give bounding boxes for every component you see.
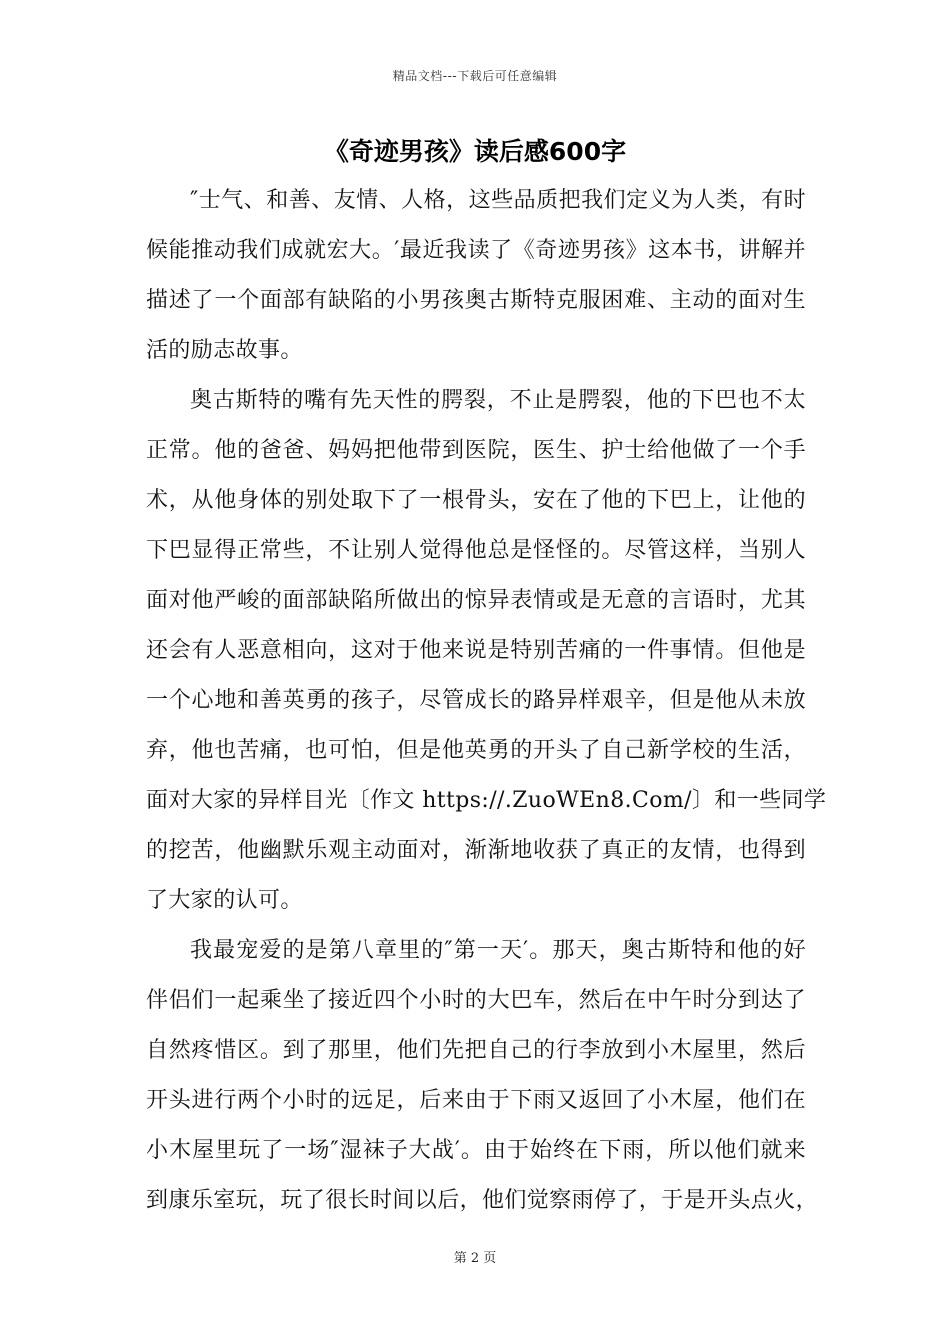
document-title: 《奇迹男孩》读后感600字 bbox=[323, 137, 627, 166]
text-line: 自然疼惜区。到了那里，他们先把自己的行李放到小木屋里，然后 bbox=[146, 1038, 806, 1063]
text-line: 了大家的认可。 bbox=[146, 888, 303, 913]
text-line: 还会有人恶意相向，这对于他来说是特别苦痛的一件事情。但他是 bbox=[146, 638, 806, 663]
text-line: 下巴显得正常些，不让别人觉得他总是怪怪的。尽管这样，当别人 bbox=[146, 538, 806, 563]
text-line: 候能推动我们成就宏大。′最近我读了《奇迹男孩》这本书，讲解并 bbox=[146, 238, 806, 263]
page-header: 精品文档---下载后可任意编辑 bbox=[392, 69, 558, 83]
page-number: 2 bbox=[470, 1251, 480, 1266]
document-body bbox=[146, 176, 827, 1226]
text-line: 弃，他也苦痛，也可怕，但是他英勇的开头了自己新学校的生活， bbox=[146, 738, 806, 763]
page-footer bbox=[0, 1247, 950, 1266]
text-line: 的挖苦，他幽默乐观主动面对，渐渐地收获了真正的友情，也得到 bbox=[146, 838, 806, 863]
text-line: 术，从他身体的别处取下了一根骨头，安在了他的下巴上，让他的 bbox=[146, 488, 806, 513]
text-line: 到康乐室玩，玩了很长时间以后，他们觉察雨停了，于是开头点火， bbox=[146, 1188, 819, 1213]
text-line: 小木屋里玩了一场″湿袜子大战′。由于始终在下雨，所以他们就来 bbox=[146, 1138, 806, 1163]
text-line: 描述了一个面部有缺陷的小男孩奥古斯特克服困难、主动的面对生 bbox=[146, 288, 806, 313]
page-label-prefix: 第 bbox=[453, 1251, 467, 1266]
text-line: 我最宠爱的是第八章里的″第一天′。那天，奥古斯特和他的好 bbox=[190, 938, 806, 963]
page-label-suffix: 页 bbox=[483, 1251, 497, 1266]
text-line: 伴侣们一起乘坐了接近四个小时的大巴车，然后在中午时分到达了 bbox=[146, 988, 806, 1013]
text-line: 一个心地和善英勇的孩子，尽管成长的路异样艰辛，但是他从未放 bbox=[146, 688, 806, 713]
text-line: 奥古斯特的嘴有先天性的腭裂，不止是腭裂，他的下巴也不太 bbox=[190, 388, 806, 413]
text-line: ″士气、和善、友情、人格，这些品质把我们定义为人类，有时 bbox=[190, 188, 806, 213]
text-line: 正常。他的爸爸、妈妈把他带到医院，医生、护士给他做了一个手 bbox=[146, 438, 806, 463]
text-line: 活的励志故事。 bbox=[146, 338, 303, 363]
text-line: 面对他严峻的面部缺陷所做出的惊异表情或是无意的言语时，尤其 bbox=[146, 588, 806, 613]
text-line: 开头进行两个小时的远足，后来由于下雨又返回了小木屋，他们在 bbox=[146, 1088, 806, 1113]
text-line: 面对大家的异样目光〔作文 https://.ZuoWEn8.Com/〕和一些同学 bbox=[146, 788, 827, 813]
